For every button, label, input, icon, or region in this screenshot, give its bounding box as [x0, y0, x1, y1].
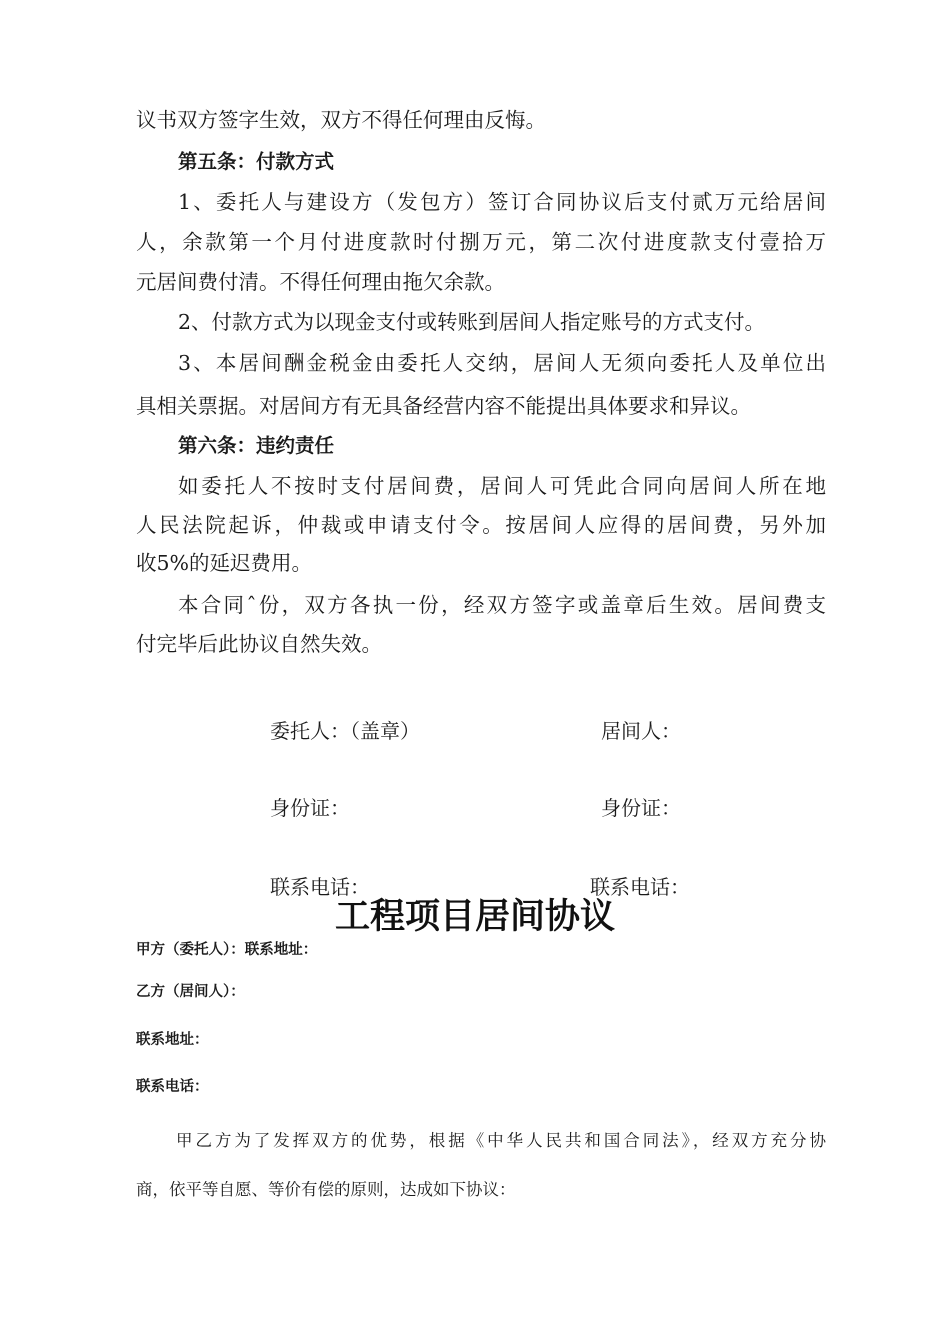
article-5-clause-1-line-3: 元居间费付清。不得任何理由拖欠余款。: [136, 270, 505, 294]
intro-line-2: 商，依平等自愿、等价有偿的原则，达成如下协议：: [136, 1180, 516, 1199]
client-phone-label: 联系电话：: [270, 875, 370, 899]
article-6-para-line-2: 人民法院起诉，仲裁或申请支付令。按居间人应得的居间费，另外加: [136, 513, 826, 537]
party-a-label: 甲方（委托人）：联系地址：: [136, 942, 318, 958]
article-5-heading: 第五条：付款方式: [178, 150, 335, 173]
phone-label: 联系电话：: [136, 1079, 209, 1095]
intro-line-1: 甲乙方为了发挥双方的优势，根据《中华人民共和国合同法》，经双方充分协: [176, 1131, 826, 1150]
party-b-label: 乙方（居间人）：: [136, 984, 245, 1000]
agent-phone-label: 联系电话：: [590, 875, 690, 899]
client-signature-label: 委托人：（盖章）: [270, 719, 420, 743]
continued-paragraph-line: 议书双方签字生效，双方不得任何理由反悔。: [136, 108, 546, 132]
article-5-clause-2: 2、付款方式为以现金支付或转账到居间人指定账号的方式支付。: [178, 310, 766, 334]
closing-line-2: 付完毕后此协议自然失效。: [136, 632, 382, 656]
agreement-title: 工程项目居间协议: [334, 897, 615, 937]
agent-id-label: 身份证：: [601, 796, 681, 820]
closing-line-1: 本合同ˆ份，双方各执一份，经双方签字或盖章后生效。居间费支: [178, 593, 826, 617]
agent-signature-label: 居间人：: [601, 719, 681, 743]
article-6-heading: 第六条：违约责任: [178, 434, 335, 457]
article-5-clause-1-line-1: 1、委托人与建设方（发包方）签订合同协议后支付贰万元给居间: [178, 190, 826, 214]
article-6-para-line-3: 收5%的延迟费用。: [136, 551, 313, 575]
article-6-para-line-1: 如委托人不按时支付居间费，居间人可凭此合同向居间人所在地: [178, 474, 826, 498]
client-id-label: 身份证：: [270, 796, 350, 820]
address-label: 联系地址：: [136, 1032, 209, 1048]
article-5-clause-1-line-2: 人，余款第一个月付进度款时付捌万元，第二次付进度款支付壹拾万: [136, 230, 826, 254]
article-5-clause-3-line-1: 3、本居间酬金税金由委托人交纳，居间人无须向委托人及单位出: [178, 351, 826, 375]
article-5-clause-3-line-2: 具相关票据。对居间方有无具备经营内容不能提出具体要求和异议。: [136, 394, 751, 418]
